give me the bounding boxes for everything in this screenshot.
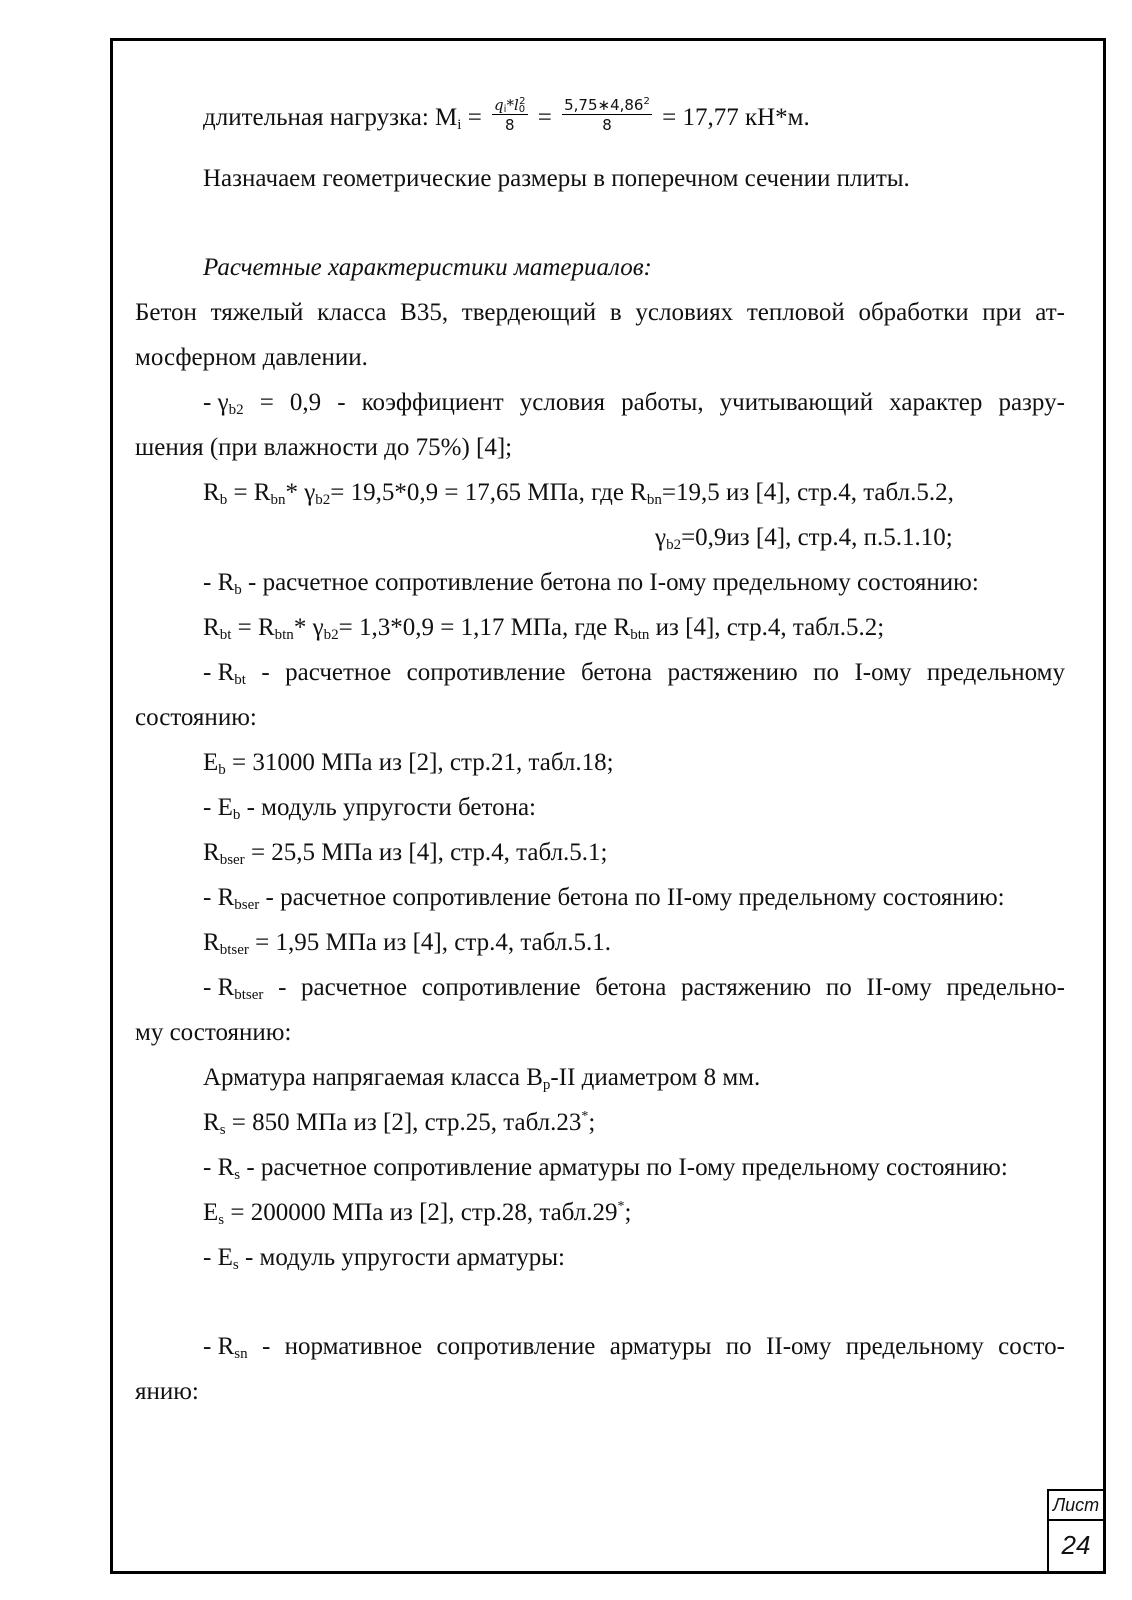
word: - [278,974,287,1001]
word: бетона [580,659,652,686]
gamma-symbol [203,388,244,418]
word: ат- [1035,299,1065,326]
word: коэффициент [361,389,504,416]
fraction-numeric [562,96,652,135]
text: -II диаметром 8 мм. [550,1064,761,1091]
word: предельно- [946,974,1065,1001]
subscript: bt [234,672,246,688]
word: В35, [400,299,449,326]
text: = 200000 МПа из [2], стр.28, табл.29 [224,1199,618,1226]
reinforcement-class [203,1063,760,1093]
word: в [609,299,622,326]
text: - расчетное сопротивление бетона по II-ому предельному состоянию: [259,884,1005,911]
equals: = [461,104,489,132]
subscript: bn [646,492,662,508]
text: = R [231,614,275,641]
word: II-ому [766,1333,832,1360]
word: сопротивление [406,659,566,686]
word: расчетное [285,659,392,686]
subscript: b [234,582,242,598]
rbt-definition-line2: состоянию: [135,704,257,731]
word: II-ому [866,974,932,1001]
word: = [259,389,274,416]
text: - модуль упругости арматуры: [238,1244,565,1271]
rbt-formula [203,613,884,643]
superscript: * [581,1109,589,1124]
subscript: btn [630,627,650,643]
subscript: bt [219,627,232,643]
symbol: - R [203,974,235,1001]
frac-num-sup: 2 [643,96,650,107]
symbol: - R [203,659,235,686]
word: характер [889,389,983,416]
symbol: - R [203,569,235,596]
gamma-b2-line2: шения (при влажности до 75%) [4]; [135,434,513,461]
text: = 25,5 МПа из [4], стр.4, табл.5.1; [244,839,608,866]
rsn-definition-line2: янию: [135,1378,199,1405]
text: из [4], стр.4, табл.5.2; [649,614,885,641]
gamma-b2-line1 [203,388,1065,418]
word: при [982,299,1022,326]
frac-l-sub: 0 [518,104,526,115]
subscript: s [219,1122,226,1138]
symbol: - R [203,1154,235,1181]
paragraph-concrete-line1 [135,298,1065,328]
word: растяжению [667,659,798,686]
subscript: btser [234,987,264,1003]
frac-den: 8 [505,116,515,134]
subscript: b2 [315,492,331,508]
text: = 1,3*0,9 = 1,17 МПа, где R [338,614,631,641]
subscript: btser [219,942,249,958]
text: =0,9из [4], стр.4, п.5.1.10; [681,524,953,551]
es-definition [203,1243,565,1273]
symbol: R [203,1109,220,1136]
subscript: s [218,1212,225,1228]
word: бетона [595,974,667,1001]
symbol: R [203,929,220,956]
symbol: E [203,749,219,776]
word: работы, [621,389,704,416]
subscript: b2 [228,402,244,418]
symbol: E [203,1199,219,1226]
word: условия [519,389,606,416]
subscript: bn [270,492,286,508]
word: разру- [998,389,1065,416]
rbser-definition [203,883,1005,913]
rsn-symbol [203,1332,248,1362]
rbtser-symbol [203,973,263,1003]
eb-value [203,748,614,778]
text: ; [624,1199,632,1226]
subscript: btn [274,627,294,643]
symbol: - R [203,884,235,911]
paragraph-geometry: Назначаем геометрические размеры в поперечном сечении плиты. [203,165,910,192]
text: =19,5 из [4], стр.4, табл.5.2, [661,479,954,506]
rbtser-definition-line1 [203,973,1065,1003]
text: = R [227,479,271,506]
symbol: - E [203,794,233,821]
rbtser-value [203,928,611,958]
sheet-number: 24 [1061,1530,1091,1560]
eb-definition [203,793,536,823]
word: арматуры [609,1333,712,1360]
sheet-label: Лист [1049,1491,1103,1521]
subscript: b [232,807,241,823]
symbol: R [203,839,220,866]
paragraph-concrete-line2: мосферном давлении. [135,344,368,371]
word: расчетное [301,974,408,1001]
text: Арматура напрягаемая класса В [203,1064,543,1091]
superscript: * [617,1199,625,1214]
moment-formula-line [203,96,810,139]
text: = 19,5*0,9 = 17,65 МПа, где R [330,479,647,506]
subscript: b [218,762,226,778]
word: - [337,389,346,416]
word: растяжению [680,974,812,1001]
symbol: - γ [203,389,229,416]
word: нормативное [284,1333,423,1360]
word: по [813,659,840,686]
text: ; [588,1109,596,1136]
rsn-definition-line1 [203,1332,1065,1362]
word: I-ому [854,659,912,686]
formula-result: = 17,77 кН*м. [655,104,810,132]
subscript: s [232,1257,239,1273]
frac-l-sup: 2 [519,96,526,107]
rb-formula [203,478,954,508]
word: твердеющий [461,299,597,326]
rb-definition [203,568,979,598]
frac-num-value: 5,75∗4,86 [564,96,644,114]
word: состо- [998,1333,1065,1360]
subscript: bser [219,852,245,868]
word: сопротивление [421,974,581,1001]
rs-definition [203,1153,1008,1183]
symbol: γ [655,524,667,551]
rbt-definition-line1 [203,658,1065,688]
frac-q: q [494,96,504,114]
subscript: sn [234,1346,248,1362]
subscript: b [219,492,228,508]
rbt-symbol [203,658,246,688]
subscript: bser [234,897,260,913]
word: по [825,974,852,1001]
text: - расчетное сопротивление арматуры по I-ому предельному состоянию: [240,1154,1008,1181]
text: = 850 МПа из [2], стр.25, табл.23 [225,1109,582,1136]
frac-q-sub: i [503,104,507,115]
symbol: R [203,479,220,506]
fraction-symbolic [492,96,527,135]
text: = 1,95 МПа из [4], стр.4, табл.5.1. [248,929,611,956]
subscript: i [457,117,462,134]
frac-den: 8 [602,116,612,134]
word: - [261,659,270,686]
word: учитывающий [719,389,874,416]
frac-l: *l [506,96,519,114]
word: условиях [635,299,734,326]
word: 0,9 [289,389,322,416]
word: предельному [926,659,1065,686]
text: - модуль упругости бетона: [240,794,536,821]
rs-value [203,1108,595,1138]
word: предельному [845,1333,984,1360]
word: тяжелый [210,299,304,326]
word: тепловой [746,299,845,326]
subscript: b2 [666,537,682,553]
gamma-b2-reference [655,523,953,553]
formula-label: длительная нагрузка: M [203,104,458,132]
rbtser-definition-line2: му состоянию: [135,1019,292,1046]
symbol: - R [203,1333,235,1360]
word: сопротивление [436,1333,596,1360]
equals: = [531,104,559,132]
subscript: р [542,1077,551,1093]
word: обработки [858,299,969,326]
sheet-stamp [1047,1489,1103,1571]
word: по [725,1333,752,1360]
text: - расчетное сопротивление бетона по I-ому предельному состоянию: [241,569,979,596]
subscript: b2 [323,627,339,643]
section-heading-materials: Расчетные характеристики материалов: [203,254,652,281]
text: * γ [285,479,316,506]
word: Бетон [135,299,197,326]
symbol: - E [203,1244,233,1271]
text: * γ [293,614,324,641]
word: класса [317,299,387,326]
word: - [261,1333,271,1360]
symbol: R [203,614,220,641]
es-value [203,1198,631,1228]
rbser-value [203,838,608,868]
text: = 31000 МПа из [2], стр.21, табл.18; [225,749,614,776]
subscript: s [234,1167,241,1183]
